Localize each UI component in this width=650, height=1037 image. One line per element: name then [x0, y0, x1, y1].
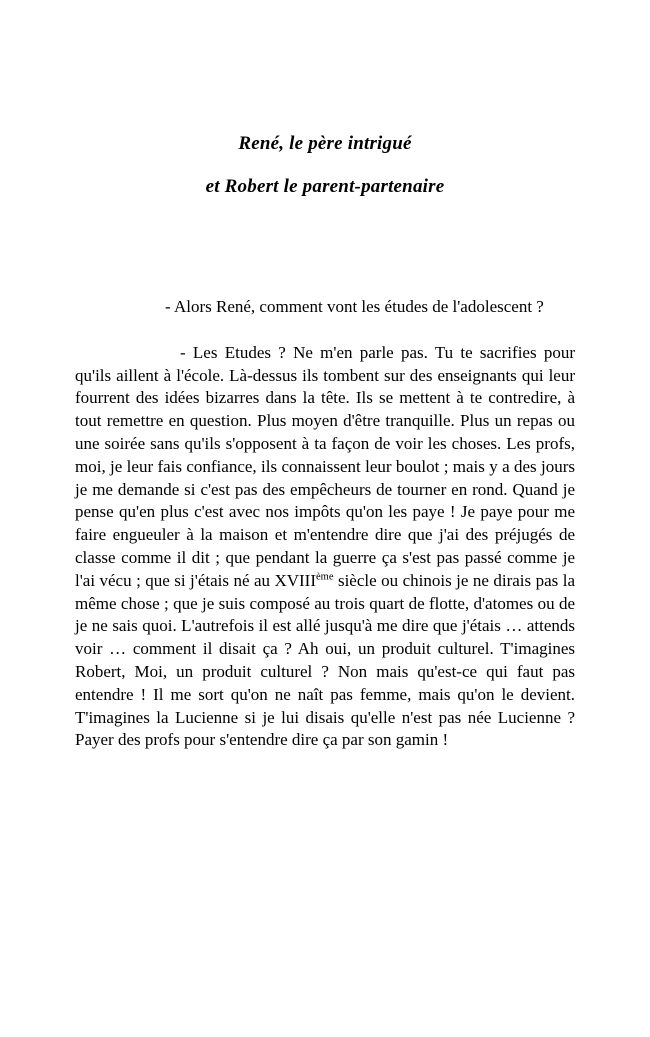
- paragraph-dialogue-1: - Alors René, comment vont les études de l'adolescent ?: [165, 297, 544, 316]
- page-title: [75, 122, 575, 208]
- paragraph-dialogue-2-before-superscript: - Les Etudes ? Ne m'en parle pas. Tu te sacrifies pour qu'ils aillent à l'école. Là-dessus ils tombent sur des enseignants qui leur fourrent des idées bizarres dans la tête. Ils se mettent à te contredire, à tout remettre en question. Plus moyen d'être tranquille. Plus un repas ou une soirée sans qu'ils s'opposent à ta façon de voir les choses. Les profs, moi, je leur fais confiance, ils connaissent leur boulot ; mais y a des jours je me demande si c'est pas des empêcheurs de tourner en rond. Quand je pense qu'en plus c'est avec nos impôts qu'on les paye ! Je paye pour me faire engueuler à la maison et m'entendre dire que j'ai des préjugés de classe comme il dit ; que pendant la guerre ça s'est pas passé comme je l'ai vécu ; que si j'étais né au XVIII: [75, 342, 575, 590]
- page-title-line2: et Robert le parent-partenaire: [205, 176, 445, 197]
- page-title-line1: René, le père intrigué: [238, 133, 412, 154]
- superscript-eme: ème: [316, 571, 334, 583]
- paragraph-dialogue-2-after-superscript: siècle ou chinois je ne dirais pas la même chose ; que je suis composé au trois quart de flotte, d'atomes ou de je ne sais quoi. L'autrefois il est allé jusqu'à me dire que j'étais … attends voir … comment il disait ça ? Ah oui, un produit culturel. T'imagines Robert, Moi, un produit culturel ? Non mais qu'est-ce qui faut pas entendre ! Il me sort qu'on ne naît pas femme, mais qu'on le devient. T'imagines la Lucienne si je lui disais qu'elle n'est pas née Lucienne ? Payer des profs pour s'entendre dire ça par son gamin !: [75, 570, 575, 750]
- paragraph-dialogue-2: [75, 342, 575, 752]
- body-text: [75, 296, 575, 752]
